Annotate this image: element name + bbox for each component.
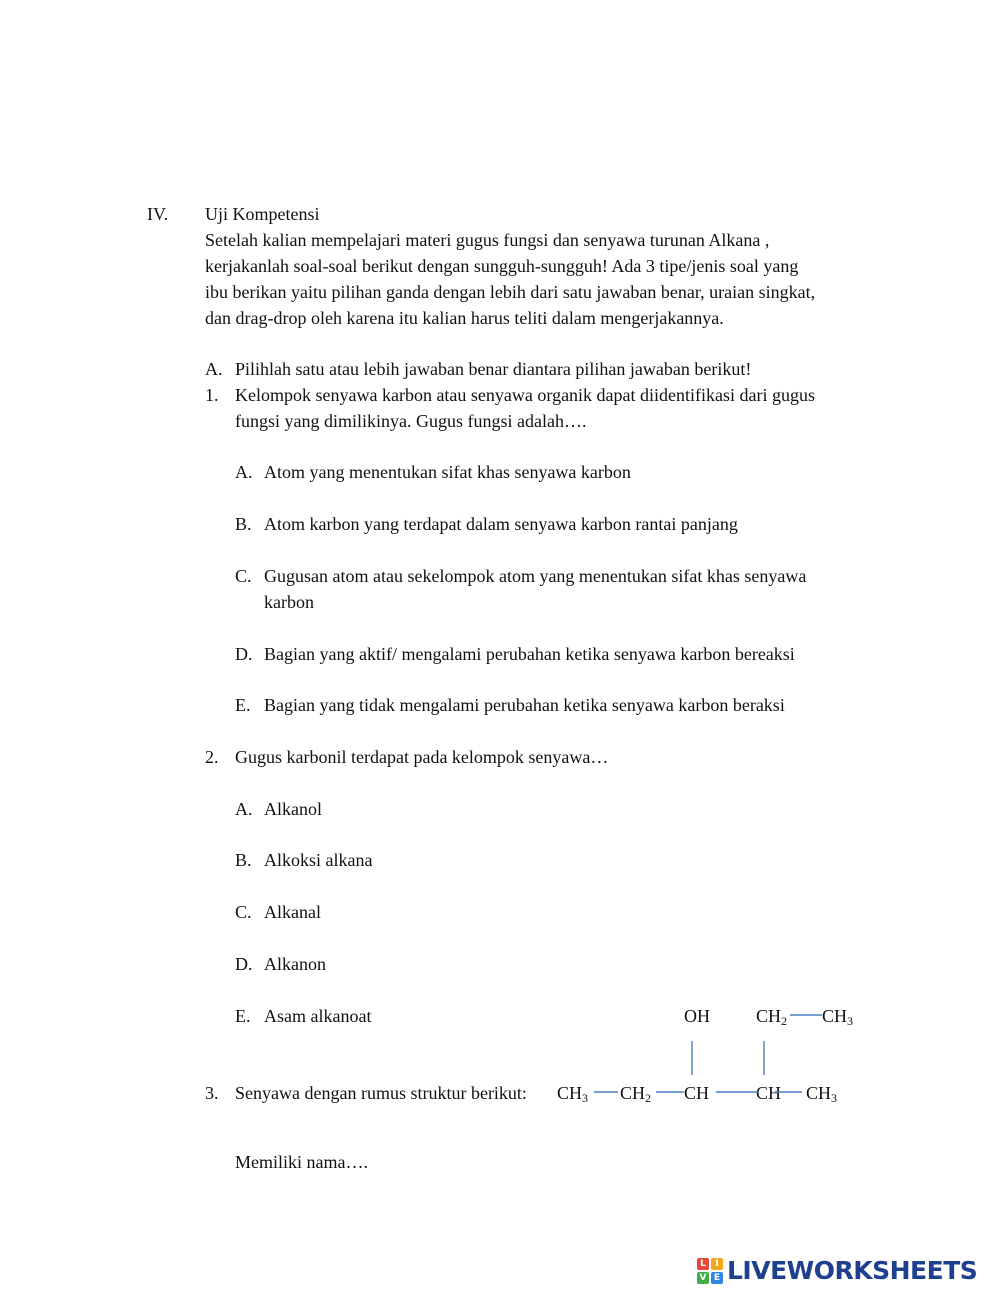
intro-line-2: kerjakanlah soal-soal berikut dengan sungguh-sungguh! Ada 3 tipe/jenis soal yang bbox=[205, 256, 799, 276]
section-number: IV. bbox=[147, 204, 169, 224]
structure-top-ch2: $CH_2$ bbox=[756, 1006, 788, 1028]
q1-option-a-letter: A. bbox=[235, 462, 253, 482]
structure-chain-c3: CH bbox=[684, 1083, 710, 1103]
question-2-number: 2. bbox=[205, 747, 219, 767]
q1-option-d-letter: D. bbox=[235, 644, 253, 664]
logo-letter-v: V bbox=[697, 1272, 709, 1284]
intro-line-4: dan drag-drop oleh karena itu kalian harus teliti dalam mengerjakannya. bbox=[205, 308, 724, 328]
q2-option-a-text[interactable]: Alkanol bbox=[264, 799, 322, 819]
structure-top-ch3: $CH_3$ bbox=[822, 1006, 854, 1028]
part-a-instruction: Pilihlah satu atau lebih jawaban benar diantara pilihan jawaban berikut! bbox=[235, 359, 752, 379]
structure-chain-c4: CH bbox=[756, 1083, 782, 1103]
q2-option-c-text[interactable]: Alkanal bbox=[264, 902, 321, 922]
question-2-text: Gugus karbonil terdapat pada kelompok senyawa… bbox=[235, 747, 609, 767]
q2-option-d-text[interactable]: Alkanon bbox=[264, 954, 326, 974]
structure-chain-c2: $CH_2$ bbox=[620, 1083, 652, 1105]
intro-line-1: Setelah kalian mempelajari materi gugus fungsi dan senyawa turunan Alkana , bbox=[205, 230, 770, 250]
q1-option-e-text[interactable]: Bagian yang tidak mengalami perubahan ketika senyawa karbon beraksi bbox=[264, 695, 785, 715]
logo-letter-i: I bbox=[711, 1258, 723, 1270]
q2-option-d-letter: D. bbox=[235, 954, 253, 974]
q2-option-e-letter: E. bbox=[235, 1006, 251, 1026]
part-a-letter: A. bbox=[205, 359, 223, 379]
q2-option-b-text[interactable]: Alkoksi alkana bbox=[264, 850, 373, 870]
q1-option-a-text[interactable]: Atom yang menentukan sifat khas senyawa karbon bbox=[264, 462, 631, 482]
logo-text: LIVEWORKSHEETS bbox=[727, 1256, 978, 1285]
question-1-text-line-2: fungsi yang dimilikinya. Gugus fungsi adalah…. bbox=[235, 411, 587, 431]
q2-option-c-letter: C. bbox=[235, 902, 252, 922]
q1-option-c-text-line-2[interactable]: karbon bbox=[264, 592, 314, 612]
q1-option-c-text-line-1[interactable]: Gugusan atom atau sekelompok atom yang menentukan sifat khas senyawa bbox=[264, 566, 807, 586]
q1-option-d-text[interactable]: Bagian yang aktif/ mengalami perubahan ketika senyawa karbon bereaksi bbox=[264, 644, 795, 664]
structure-chain-c5: $CH_3$ bbox=[806, 1083, 838, 1105]
q1-option-b-letter: B. bbox=[235, 514, 252, 534]
q2-option-b-letter: B. bbox=[235, 850, 252, 870]
question-1-text-line-1: Kelompok senyawa karbon atau senyawa organik dapat diidentifikasi dari gugus bbox=[235, 385, 816, 405]
logo-letter-e: E bbox=[711, 1272, 723, 1284]
logo-mark-icon bbox=[697, 1258, 723, 1284]
question-3-followup: Memiliki nama…. bbox=[235, 1152, 368, 1172]
intro-line-3: ibu berikan yaitu pilihan ganda dengan lebih dari satu jawaban benar, uraian singkat, bbox=[205, 282, 816, 302]
question-3-text: Senyawa dengan rumus struktur berikut: bbox=[235, 1083, 527, 1103]
q1-option-b-text[interactable]: Atom karbon yang terdapat dalam senyawa karbon rantai panjang bbox=[264, 514, 738, 534]
question-3-number: 3. bbox=[205, 1083, 219, 1103]
liveworksheets-logo bbox=[697, 1255, 977, 1287]
q2-option-a-letter: A. bbox=[235, 799, 253, 819]
logo-letter-l: L bbox=[697, 1258, 709, 1270]
structure-chain-c1: $CH_3$ bbox=[557, 1083, 589, 1105]
q1-option-c-letter: C. bbox=[235, 566, 252, 586]
q2-option-e-text[interactable]: Asam alkanoat bbox=[264, 1006, 372, 1026]
section-title: Uji Kompetensi bbox=[205, 204, 320, 224]
q1-option-e-letter: E. bbox=[235, 695, 251, 715]
question-1-number: 1. bbox=[205, 385, 219, 405]
structure-oh-group: OH bbox=[684, 1006, 710, 1026]
